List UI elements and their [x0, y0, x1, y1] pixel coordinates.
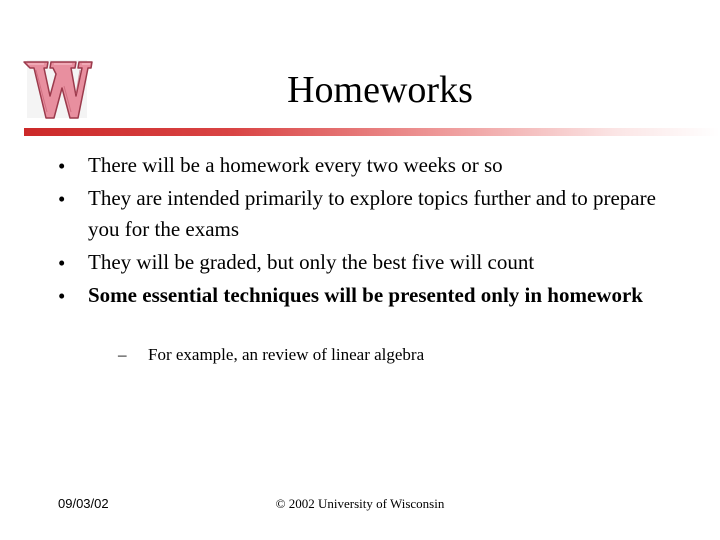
bullet-text: Some essential techniques will be presented only in homework	[88, 283, 643, 307]
sub-bullet-item	[118, 342, 678, 368]
sub-bullet-list	[118, 342, 678, 368]
bullet-item	[56, 183, 676, 245]
bullet-marker: •	[58, 154, 66, 178]
bullet-text: They will be graded, but only the best five will count	[88, 250, 535, 274]
sub-bullet-text: For example, an review of linear algebra	[148, 345, 425, 364]
sub-bullet-marker: –	[118, 345, 127, 364]
footer-date: 09/03/02	[58, 496, 109, 511]
bullet-marker: •	[58, 284, 66, 308]
wisconsin-w-logo-icon	[20, 54, 94, 124]
bullet-item	[56, 280, 676, 311]
bullet-item	[56, 247, 676, 278]
bullet-item	[56, 150, 676, 181]
slide-title: Homeworks	[287, 69, 473, 111]
bullet-list	[56, 150, 676, 313]
bullet-text: They are intended primarily to explore topics further and to prepare you for the exams	[88, 186, 656, 241]
bullet-text: There will be a homework every two weeks or so	[88, 153, 503, 177]
bullet-marker: •	[58, 187, 66, 211]
bullet-marker: •	[58, 251, 66, 275]
title-divider	[24, 128, 720, 136]
footer-copyright: © 2002 University of Wisconsin	[275, 496, 445, 511]
